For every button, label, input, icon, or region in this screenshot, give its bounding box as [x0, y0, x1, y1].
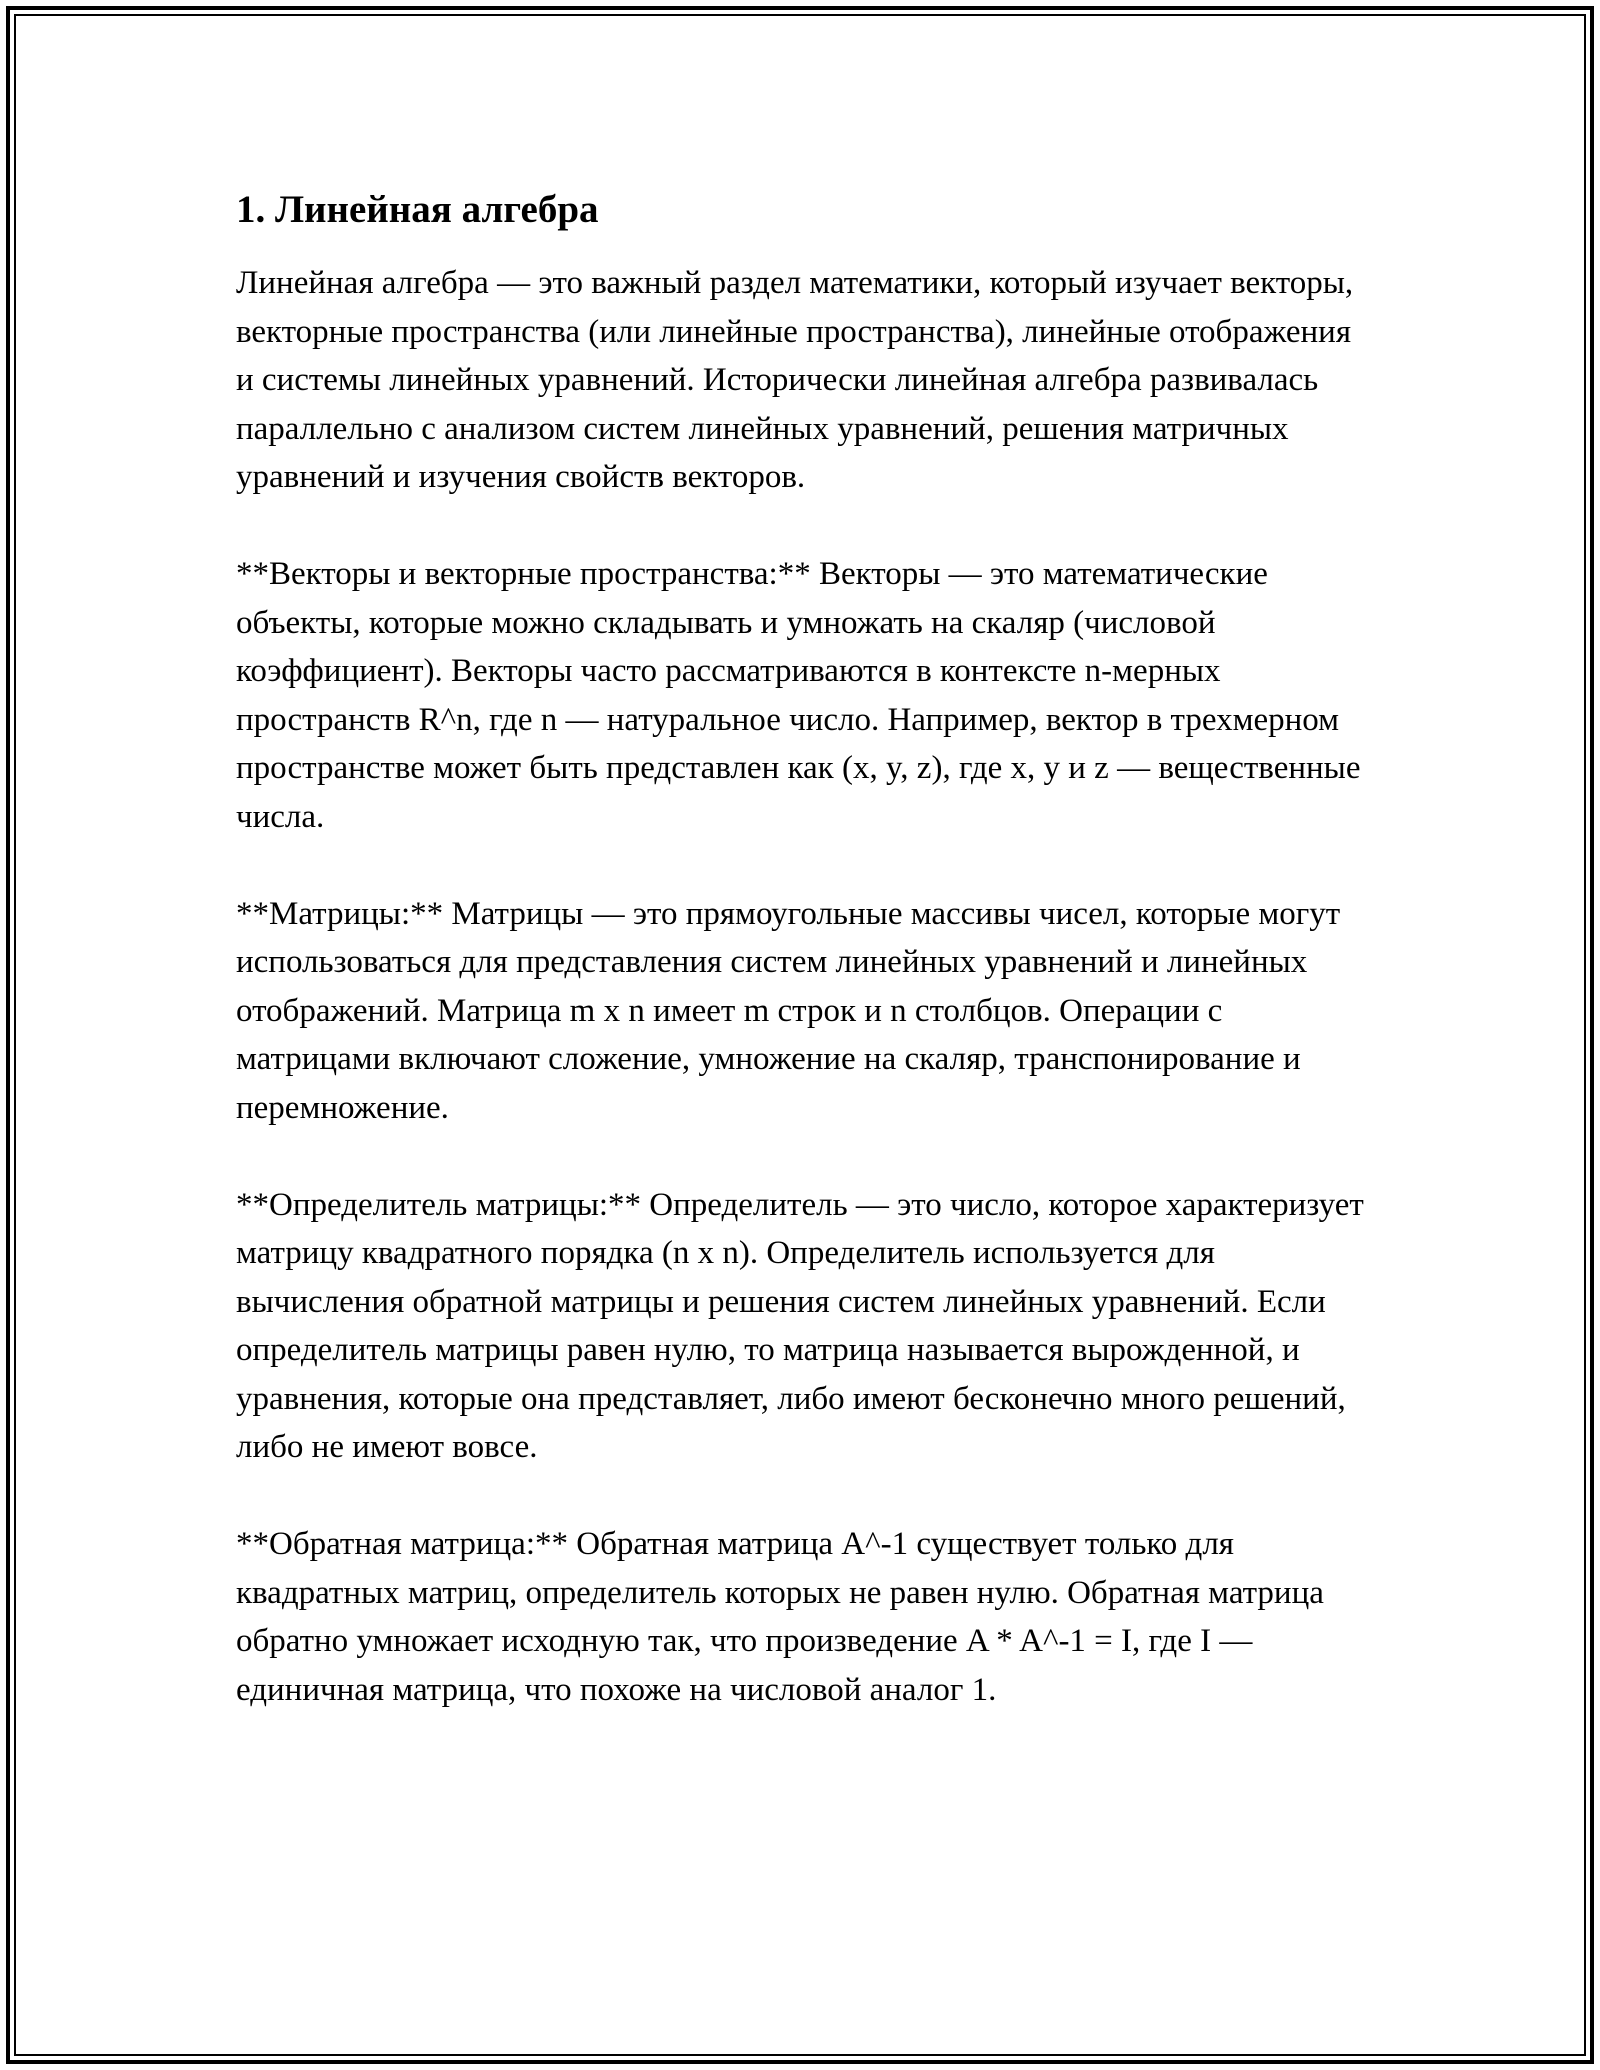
paragraph-matrices: **Матрицы:** Матрицы — это прямоугольные массивы чисел, которые могут использоваться для представления систем линейных уравнений и линейных отображений. Матрица m x n имеет m строк и n столбцов. Операции с матрицами включают сложение, умножение на скаляр, транспонирование и перемножение. — [236, 895, 1341, 1126]
paragraph-inverse-matrix: **Обратная матрица:** Обратная матрица A^-1 существует только для квадратных матриц, определитель которых не равен нулю. Обратная матрица обратно умножает исходную так, что произведение A * A^-1 = I, где I — единичная матрица, что похоже на числовой аналог 1. — [236, 1526, 1324, 1708]
document-body — [236, 186, 1366, 1763]
section-title: 1. Линейная алгебра — [236, 188, 599, 231]
paragraph-determinant: **Определитель матрицы:** Определитель — это число, которое характеризует матрицу квадратного порядка (n x n). Определитель используется для вычисления обратной матрицы и решения систем линейных уравнений. Если определитель матрицы равен нулю, то матрица называется вырожденной, и уравнения, которые она представляет, либо имеют бесконечно много решений, либо не имеют вовсе. — [236, 1186, 1364, 1465]
paragraph-intro: Линейная алгебра — это важный раздел математики, который изучает векторы, векторные пространства (или линейные пространства), линейные отображения и системы линейных уравнений. Исторически линейная алгебра развивалась параллельно с анализом систем линейных уравнений, решения матричных уравнений и изучения свойств векторов. — [236, 265, 1354, 495]
paragraph-vectors: **Векторы и векторные пространства:** Векторы — это математические объекты, которые можно складывать и умножать на скаляр (числовой коэффициент). Векторы часто рассматриваются в контексте n-мерных пространств R^n, где n — натуральное число. Например, вектор в трехмерном пространстве может быть представлен как (x, y, z), где x, y и z — вещественные числа. — [236, 556, 1361, 835]
